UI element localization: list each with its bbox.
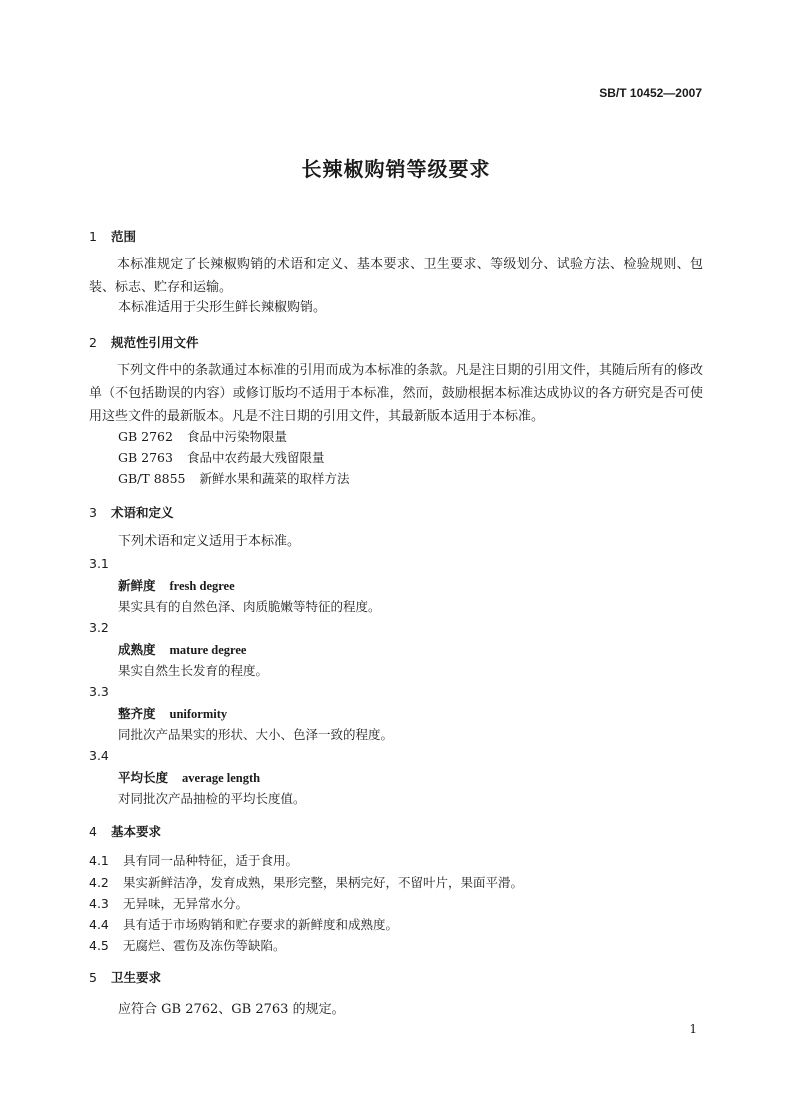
- term-definition: 对同批次产品抽检的平均长度值。: [118, 791, 306, 806]
- term-number: 3.2: [89, 620, 109, 635]
- term-definition: 果实具有的自然色泽、肉质脆嫩等特征的程度。: [118, 599, 381, 614]
- requirement-item: [89, 915, 398, 933]
- term-definition: 果实自然生长发育的程度。: [118, 663, 269, 678]
- item-number: 4.1: [89, 853, 109, 868]
- term-zh: 成熟度: [118, 642, 156, 657]
- section-number: 4: [89, 824, 97, 839]
- requirement-item: [89, 851, 298, 869]
- reference-name: 食品中污染物限量: [186, 429, 287, 444]
- section-heading-5: [89, 968, 161, 986]
- reference-item: [118, 448, 324, 466]
- section-number: 5: [89, 970, 97, 985]
- term-en: mature degree: [169, 643, 247, 657]
- item-text: 具有同一品种特征，适于食用。: [123, 853, 299, 868]
- item-text: 果实新鲜洁净，发育成熟，果形完整，果柄完好，不留叶片，果面平滑。: [123, 875, 524, 890]
- scope-paragraph-1: 本标准规定了长辣椒购销的术语和定义、基本要求、卫生要求、等级划分、试验方法、检验规则、包装、标志、贮存和运输。: [89, 257, 703, 295]
- item-text: 无腐烂、雹伤及冻伤等缺陷。: [123, 938, 286, 953]
- term-en: fresh degree: [169, 579, 235, 593]
- scope-paragraph-2: 本标准适用于尖形生鲜长辣椒购销。: [118, 300, 327, 315]
- term-zh: 新鲜度: [118, 578, 156, 593]
- term-definition: 同批次产品果实的形状、大小、色泽一致的程度。: [118, 727, 394, 742]
- term-zh: 整齐度: [118, 706, 156, 721]
- item-text: 无异味，无异常水分。: [123, 896, 249, 911]
- item-text: 具有适于市场购销和贮存要求的新鲜度和成熟度。: [123, 917, 399, 932]
- section-number: 2: [89, 335, 97, 350]
- section-number: 3: [89, 505, 97, 520]
- section-heading-3: [89, 503, 174, 521]
- item-number: 4.5: [89, 938, 109, 953]
- item-number: 4.3: [89, 896, 109, 911]
- term-heading: [118, 576, 235, 594]
- section-title: 规范性引用文件: [111, 335, 199, 350]
- section-heading-4: [89, 822, 161, 840]
- section-title: 基本要求: [111, 824, 162, 839]
- section-heading-1: [89, 227, 136, 245]
- term-heading: [118, 704, 227, 722]
- section-title: 卫生要求: [111, 970, 162, 985]
- requirement-item: [89, 936, 286, 954]
- reference-name: 新鲜水果和蔬菜的取样方法: [199, 471, 350, 486]
- standard-code: SB/T 10452—2007: [599, 86, 702, 100]
- reference-code: GB 2763: [118, 450, 173, 465]
- term-number: 3.1: [89, 556, 109, 571]
- requirement-item: [89, 894, 248, 912]
- reference-code: GB/T 8855: [118, 471, 186, 486]
- term-number: 3.3: [89, 684, 109, 699]
- document-title: 长辣椒购销等级要求: [301, 157, 491, 181]
- section-title: 术语和定义: [111, 505, 174, 520]
- item-number: 4.2: [89, 875, 109, 890]
- term-en: average length: [182, 771, 261, 785]
- section-number: 1: [89, 229, 97, 244]
- normative-paragraph: 下列文件中的条款通过本标准的引用而成为本标准的条款。凡是注日期的引用文件，其随后所有的修改单（不包括勘误的内容）或修订版均不适用于本标准，然而，鼓励根据本标准达成协议的各方研究是否可使用这些文件的最新版本。凡是不注日期的引用文件，其最新版本适用于本标准。: [89, 363, 703, 424]
- requirement-item: [89, 873, 523, 891]
- hygiene-paragraph: 应符合 GB 2762、GB 2763 的规定。: [118, 1002, 345, 1017]
- section-title: 范围: [111, 229, 137, 244]
- reference-code: GB 2762: [118, 429, 173, 444]
- terms-intro: 下列术语和定义适用于本标准。: [118, 534, 301, 549]
- term-zh: 平均长度: [118, 770, 169, 785]
- section-heading-2: [89, 333, 199, 351]
- term-en: uniformity: [169, 707, 228, 721]
- page-number: 1: [689, 1022, 697, 1036]
- reference-item: [118, 469, 350, 487]
- item-number: 4.4: [89, 917, 109, 932]
- reference-item: [118, 427, 287, 445]
- term-number: 3.4: [89, 748, 109, 763]
- reference-name: 食品中农药最大残留限量: [186, 450, 325, 465]
- term-heading: [118, 640, 246, 658]
- term-heading: [118, 768, 260, 786]
